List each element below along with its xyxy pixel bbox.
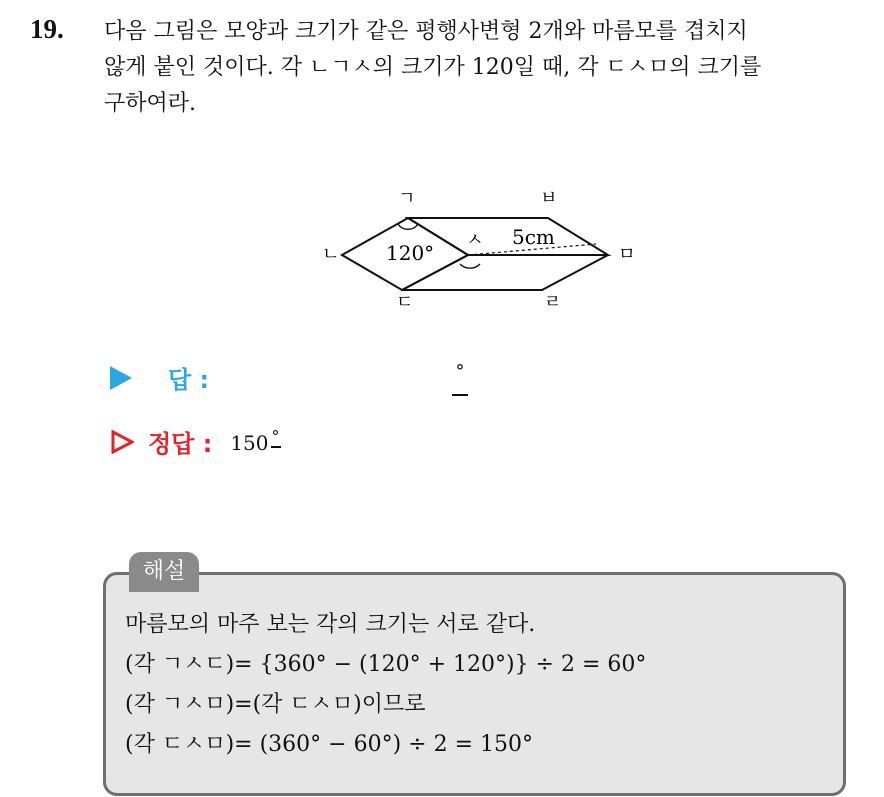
angle-arc-g [398,224,418,229]
answer-row [110,360,209,395]
explanation-line: (각 ㄱㅅㄷ)= {360° − (120° + 120°)} ÷ 2 = 60° [125,652,647,677]
question-number: 19. [30,14,64,44]
label-g: ㄱ [398,188,416,209]
play-triangle-icon [110,366,132,390]
length-label: 5cm [512,225,555,249]
question-text [104,14,869,122]
correct-value-unit: ° [271,427,280,446]
question-line: 구하여라. [104,91,197,116]
correct-value-number: 150 [230,431,269,455]
question-line: 않게 붙인 것이다. 각 ㄴㄱㅅ의 크기가 120일 때, 각 ㄷㅅㅁ의 크기를 [104,55,762,80]
outline-triangle-icon [110,430,134,454]
explanation-text [125,605,646,765]
label-d: ㄷ [396,292,414,310]
label-s: ㅅ [466,230,484,251]
correct-answer-row [110,424,281,459]
explanation-line: (각 ㄱㅅㅁ)=(각 ㄷㅅㅁ)이므로 [125,692,426,717]
explanation-line: 마름모의 마주 보는 각의 크기는 서로 같다. [125,612,536,637]
explanation-line: (각 ㄷㅅㅁ)= (360° − 60°) ÷ 2 = 150° [125,732,533,757]
label-m: ㅁ [618,244,636,265]
label-b: ㅂ [540,188,558,209]
angle-arc-s [460,264,480,268]
correct-answer-value [230,428,280,455]
question-line: 다음 그림은 모양과 크기가 같은 평행사변형 2개와 마름모를 겹치지 [104,19,748,44]
explanation-tag: 해설 [129,552,199,592]
label-r: ㄹ [544,292,562,310]
angle-label: 120° [386,241,435,265]
answer-label: 답 : [168,366,210,394]
answer-blank[interactable]: ° [452,362,468,396]
geometry-figure [300,180,660,310]
correct-answer-label: 정답 : [148,430,213,458]
label-n: ㄴ [322,244,340,265]
upper-parallelogram [408,218,608,255]
